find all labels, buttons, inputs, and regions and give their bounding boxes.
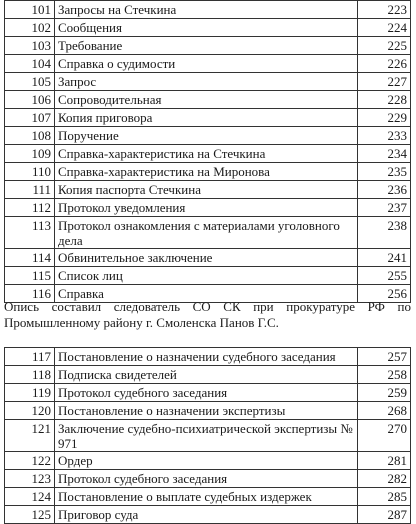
- row-title: Обвинительное заключение: [55, 249, 358, 267]
- row-title: Справка-характеристика на Стечкина: [55, 145, 358, 163]
- row-page: 256: [358, 285, 411, 303]
- table-row: [5, 127, 411, 145]
- table-row: [5, 452, 411, 470]
- row-title: Ордер: [55, 452, 358, 470]
- row-title: Протокол ознакомления с материалами уголовного дела: [55, 217, 358, 249]
- row-page: 241: [358, 249, 411, 267]
- row-title: Справка: [55, 285, 358, 303]
- table-row: [5, 488, 411, 506]
- row-page: 282: [358, 470, 411, 488]
- row-title: Запрос: [55, 73, 358, 91]
- table-row: [5, 402, 411, 420]
- row-number: 118: [5, 366, 55, 384]
- row-page: 228: [358, 91, 411, 109]
- inventory-table-2: [4, 347, 411, 524]
- row-title: Постановление о назначении судебного заседания: [55, 348, 358, 366]
- row-number: 109: [5, 145, 55, 163]
- row-number: 120: [5, 402, 55, 420]
- row-number: 124: [5, 488, 55, 506]
- row-title: Справка-характеристика на Миронова: [55, 163, 358, 181]
- row-number: 116: [5, 285, 55, 303]
- row-title: Заключение судебно-психиатрической экспертизы № 971: [55, 420, 358, 452]
- table-row: [5, 506, 411, 524]
- row-number: 114: [5, 249, 55, 267]
- table-row: [5, 199, 411, 217]
- row-page: 225: [358, 37, 411, 55]
- table-row: [5, 249, 411, 267]
- row-number: 107: [5, 109, 55, 127]
- table-row: [5, 420, 411, 452]
- row-number: 104: [5, 55, 55, 73]
- table-row: [5, 163, 411, 181]
- row-page: 224: [358, 19, 411, 37]
- table-row: [5, 37, 411, 55]
- row-title: Сообщения: [55, 19, 358, 37]
- row-title: Постановление о назначении экспертизы: [55, 402, 358, 420]
- table-row: [5, 181, 411, 199]
- row-number: 115: [5, 267, 55, 285]
- row-number: 105: [5, 73, 55, 91]
- row-page: 238: [358, 217, 411, 249]
- table-row: [5, 91, 411, 109]
- row-page: 226: [358, 55, 411, 73]
- row-title: Список лиц: [55, 267, 358, 285]
- row-number: 102: [5, 19, 55, 37]
- row-page: 270: [358, 420, 411, 452]
- row-title: Протокол судебного заседания: [55, 470, 358, 488]
- row-page: 233: [358, 127, 411, 145]
- row-number: 125: [5, 506, 55, 524]
- row-number: 111: [5, 181, 55, 199]
- table-row: [5, 348, 411, 366]
- row-page: 237: [358, 199, 411, 217]
- row-page: 223: [358, 1, 411, 19]
- row-title: Поручение: [55, 127, 358, 145]
- row-number: 106: [5, 91, 55, 109]
- row-number: 113: [5, 217, 55, 249]
- row-page: 268: [358, 402, 411, 420]
- table-row: [5, 145, 411, 163]
- row-page: 227: [358, 73, 411, 91]
- row-title: Копия паспорта Стечкина: [55, 181, 358, 199]
- table-row: [5, 19, 411, 37]
- row-number: 110: [5, 163, 55, 181]
- row-number: 112: [5, 199, 55, 217]
- row-title: Протокол судебного заседания: [55, 384, 358, 402]
- table-row: [5, 217, 411, 249]
- table-row: [5, 470, 411, 488]
- row-page: 258: [358, 366, 411, 384]
- inventory-table-1: [4, 0, 411, 303]
- row-page: 281: [358, 452, 411, 470]
- row-number: 101: [5, 1, 55, 19]
- row-page: 287: [358, 506, 411, 524]
- table-row: [5, 366, 411, 384]
- row-page: 234: [358, 145, 411, 163]
- row-title: Требование: [55, 37, 358, 55]
- row-page: 235: [358, 163, 411, 181]
- row-title: Копия приговора: [55, 109, 358, 127]
- table-row: [5, 384, 411, 402]
- row-page: 255: [358, 267, 411, 285]
- table-row: [5, 267, 411, 285]
- table-row: [5, 109, 411, 127]
- row-title: Протокол уведомления: [55, 199, 358, 217]
- row-number: 122: [5, 452, 55, 470]
- row-page: 285: [358, 488, 411, 506]
- table-row: [5, 73, 411, 91]
- row-page: 257: [358, 348, 411, 366]
- row-number: 121: [5, 420, 55, 452]
- row-number: 119: [5, 384, 55, 402]
- row-page: 229: [358, 109, 411, 127]
- inventory-note: Опись составил следователь СО СК при прокуратуре РФ по Промышленному району г. Смоленска Панов Г.С.: [4, 299, 411, 330]
- row-number: 117: [5, 348, 55, 366]
- table-row: [5, 55, 411, 73]
- row-title: Запросы на Стечкина: [55, 1, 358, 19]
- row-title: Сопроводительная: [55, 91, 358, 109]
- row-number: 123: [5, 470, 55, 488]
- row-page: 236: [358, 181, 411, 199]
- row-page: 259: [358, 384, 411, 402]
- row-title: Приговор суда: [55, 506, 358, 524]
- row-title: Постановление о выплате судебных издержек: [55, 488, 358, 506]
- row-title: Справка о судимости: [55, 55, 358, 73]
- table-row: [5, 1, 411, 19]
- row-number: 103: [5, 37, 55, 55]
- row-title: Подписка свидетелей: [55, 366, 358, 384]
- row-number: 108: [5, 127, 55, 145]
